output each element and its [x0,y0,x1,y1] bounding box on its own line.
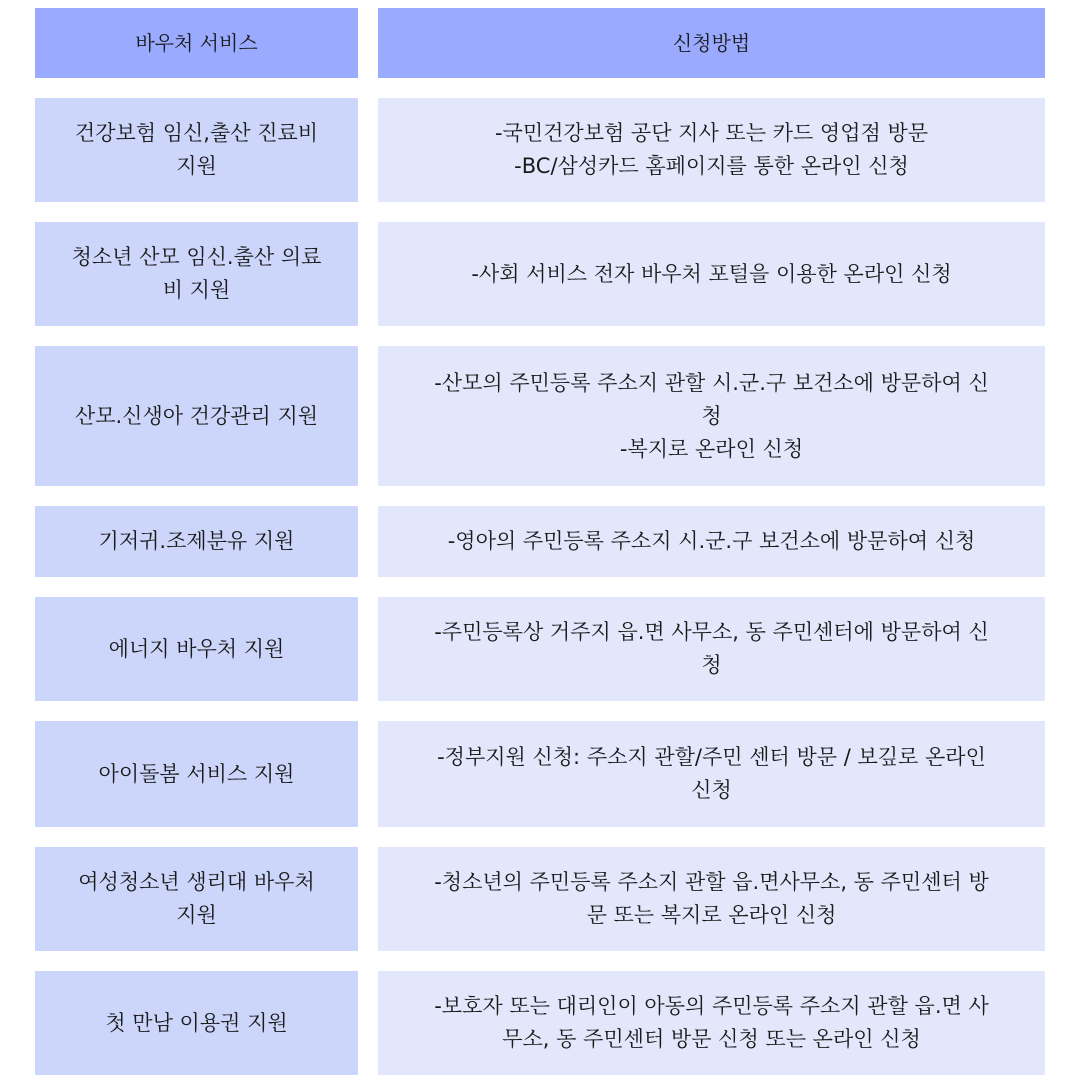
table-row-method-cell [378,346,1045,486]
application-method: -정부지원 신청: 주소지 관할/주민 센터 방문 / 보깊로 온라인 신청 [437,745,986,802]
service-name: 아이돌봄 서비스 지원 [98,761,295,786]
table-row-service-cell [35,346,358,486]
table-row-service-cell [35,597,358,701]
service-name: 여성청소년 생리대 바우처 지원 [78,870,315,927]
header-method-cell [378,8,1045,78]
header-method-label: 신청방법 [672,30,751,55]
table-row-method-cell [378,222,1045,326]
header-service-cell [35,8,358,78]
service-name: 첫 만남 이용권 지원 [105,1010,288,1035]
table-row-service-cell [35,506,358,577]
table-row-method-cell [378,721,1045,827]
table-row-service-cell [35,721,358,827]
service-name: 청소년 산모 임신.출산 의료 비 지원 [71,245,322,302]
table-row-method-cell [378,506,1045,577]
service-name: 에너지 바우처 지원 [108,636,285,661]
table-row-service-cell [35,222,358,326]
application-method: -주민등록상 거주지 읍.면 사무소, 동 주민센터에 방문하여 신 청 [434,620,989,677]
application-method: -청소년의 주민등록 주소지 관할 읍.면사무소, 동 주민센터 방 문 또는 복지로 온라인 신청 [434,870,989,927]
service-name: 산모.신생아 건강관리 지원 [74,403,319,428]
table-row-method-cell [378,98,1045,202]
table-row-method-cell [378,847,1045,951]
table-row-service-cell [35,847,358,951]
application-method: -사회 서비스 전자 바우처 포털을 이용한 온라인 신청 [471,261,952,286]
table-row-service-cell [35,971,358,1075]
table-row-service-cell [35,98,358,202]
service-name: 건강보험 임신,출산 진료비 지원 [74,121,319,178]
application-method: -국민건강보험 공단 지사 또는 카드 영업점 방문 -BC/삼성카드 홈페이지를 통한 온라인 신청 [494,121,929,178]
header-service-label: 바우처 서비스 [135,30,258,55]
application-method: -보호자 또는 대리인이 아동의 주민등록 주소지 관할 읍.면 사 무소, 동 주민센터 방문 신청 또는 온라인 신청 [434,994,989,1051]
table-row-method-cell [378,597,1045,701]
table-row-method-cell [378,971,1045,1075]
service-name: 기저귀.조제분유 지원 [98,529,295,553]
application-method: -산모의 주민등록 주소지 관할 시.군.구 보건소에 방문하여 신 청 -복지로 온라인 신청 [434,370,989,461]
application-method: -영아의 주민등록 주소지 시.군.구 보건소에 방문하여 신청 [447,529,976,553]
